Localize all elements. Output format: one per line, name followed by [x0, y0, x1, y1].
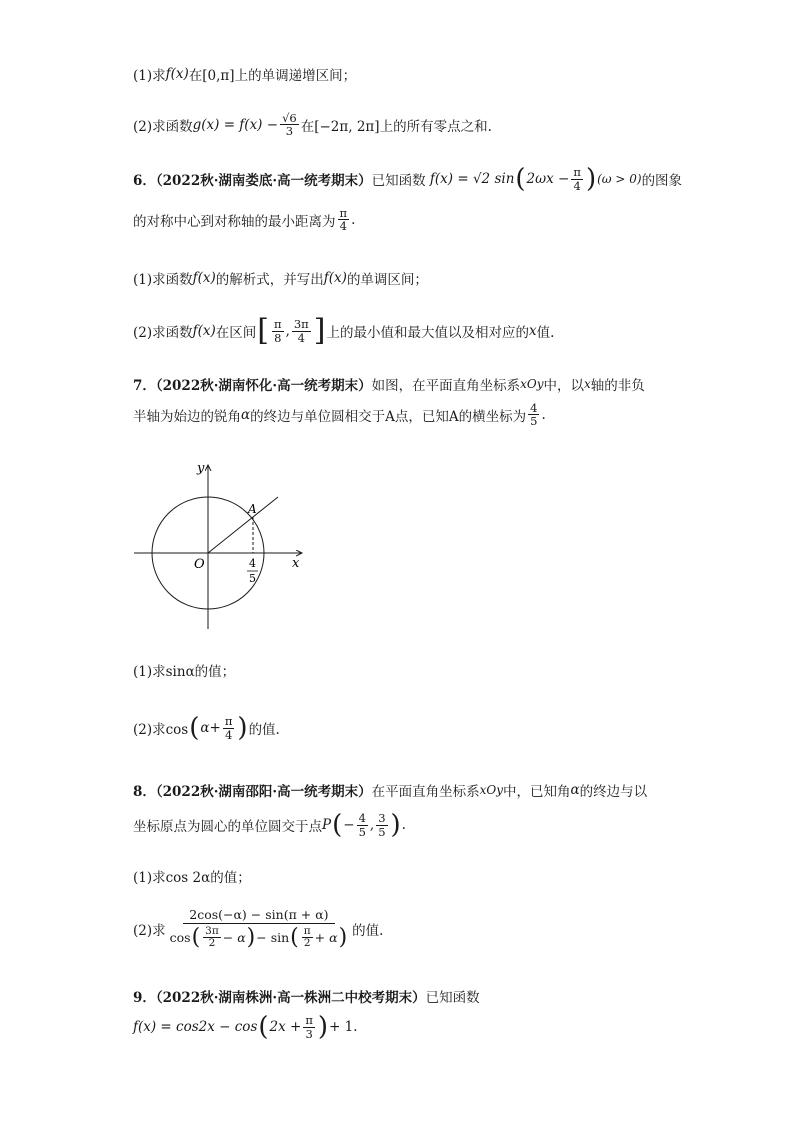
unit-circle-figure [130, 455, 310, 635]
tick-den: 5 [249, 572, 256, 585]
fraction: $\frac{√6}{3}$ [282, 111, 297, 139]
q7-stem-line2: 半轴为始边的锐角 α 的终边与单位圆相交于A点，已知A的横坐标为 $\frac{4}{5}$ . [133, 401, 546, 429]
q6-sub1: (1)求函数 f(x) 的解析式，并写出 f(x) 的单调区间； [133, 270, 428, 288]
y-label: y [197, 461, 205, 476]
question-header: 8．（2022秋·湖南邵阳·高一统考期末） [133, 784, 372, 800]
q9-stem-line1: 9．（2022秋·湖南株洲·高一株洲二中校考期末） 已知函数 [133, 986, 480, 1006]
tick-num: 4 [249, 557, 256, 570]
question-header: 7．（2022秋·湖南怀化·高一统考期末） [133, 378, 372, 394]
q9-stem-line2: f(x) = cos2x − cos ( 2x + $\frac{\pi}{3}$ ) + 1. [133, 1012, 358, 1042]
func-f: f(x) [165, 66, 189, 82]
q8-stem-line2: 坐标原点为圆心的单位圆交于点 P ( − $\frac{4}{5}$ , $\frac{3}{5}$ ) . [133, 810, 406, 840]
point-a-label: A [248, 502, 257, 516]
q5-sub1: (1)求 f(x) 在[0,π]上的单调递增区间； [133, 66, 357, 84]
q8-stem-line1: 8．（2022秋·湖南邵阳·高一统考期末） 在平面直角坐标系 xOy 中，已知角 α 的终边与以 [133, 782, 648, 800]
q6-sub2: (2)求函数 f(x) 在区间 [ $\frac{\pi}{8}$ , $\frac{3\pi}{4}$ ] 上的最小值和最大值以及相对应的 x 值. [133, 313, 555, 348]
q8-sub1: (1)求cos 2α的值； [133, 870, 251, 886]
q7-stem-line1: 7．（2022秋·湖南怀化·高一统考期末） 如图，在平面直角坐标系 xOy 中，以 x 轴的非负 [133, 374, 645, 394]
terminal-side [208, 497, 278, 553]
q7-sub2: (2)求cos ( α+ $\frac{\pi}{4}$ ) 的值. [133, 713, 280, 743]
origin-label: O [194, 557, 205, 572]
question-header: 9．（2022秋·湖南株洲·高一株洲二中校考期末） [133, 990, 426, 1006]
q6-stem-line1: 6．（2022秋·湖南娄底·高一统考期末） 已知函数 f(x) = √2 sin ( 2ωx − $\frac{\pi}{4}$ ) (ω > 0) 的图象 [133, 164, 683, 194]
q7-sub1: (1)求sinα的值； [133, 664, 236, 680]
q8-sub2: (2)求 2cos(−α) − sin(π + α) cos ( $\frac{3\pi}{2}$ − α ) − sin ( $\frac{\pi}{2}$ + α ) 的值. [133, 907, 384, 950]
question-header: 6．（2022秋·湖南娄底·高一统考期末） [133, 173, 372, 189]
big-fraction: 2cos(−α) − sin(π + α) cos ( $\frac{3\pi}{2}$ − α ) − sin ( $\frac{\pi}{2}$ + α ) [169, 907, 348, 950]
q5-sub2: (2)求函数 g(x) = f(x) − $\frac{√6}{3}$ 在[−2π, 2π]上的所有零点之和. [133, 111, 492, 139]
q6-stem-line2: 的对称中心到对称轴的最小距离为 $\frac{\pi}{4}$ . [133, 206, 356, 234]
x-label: x [292, 556, 300, 571]
